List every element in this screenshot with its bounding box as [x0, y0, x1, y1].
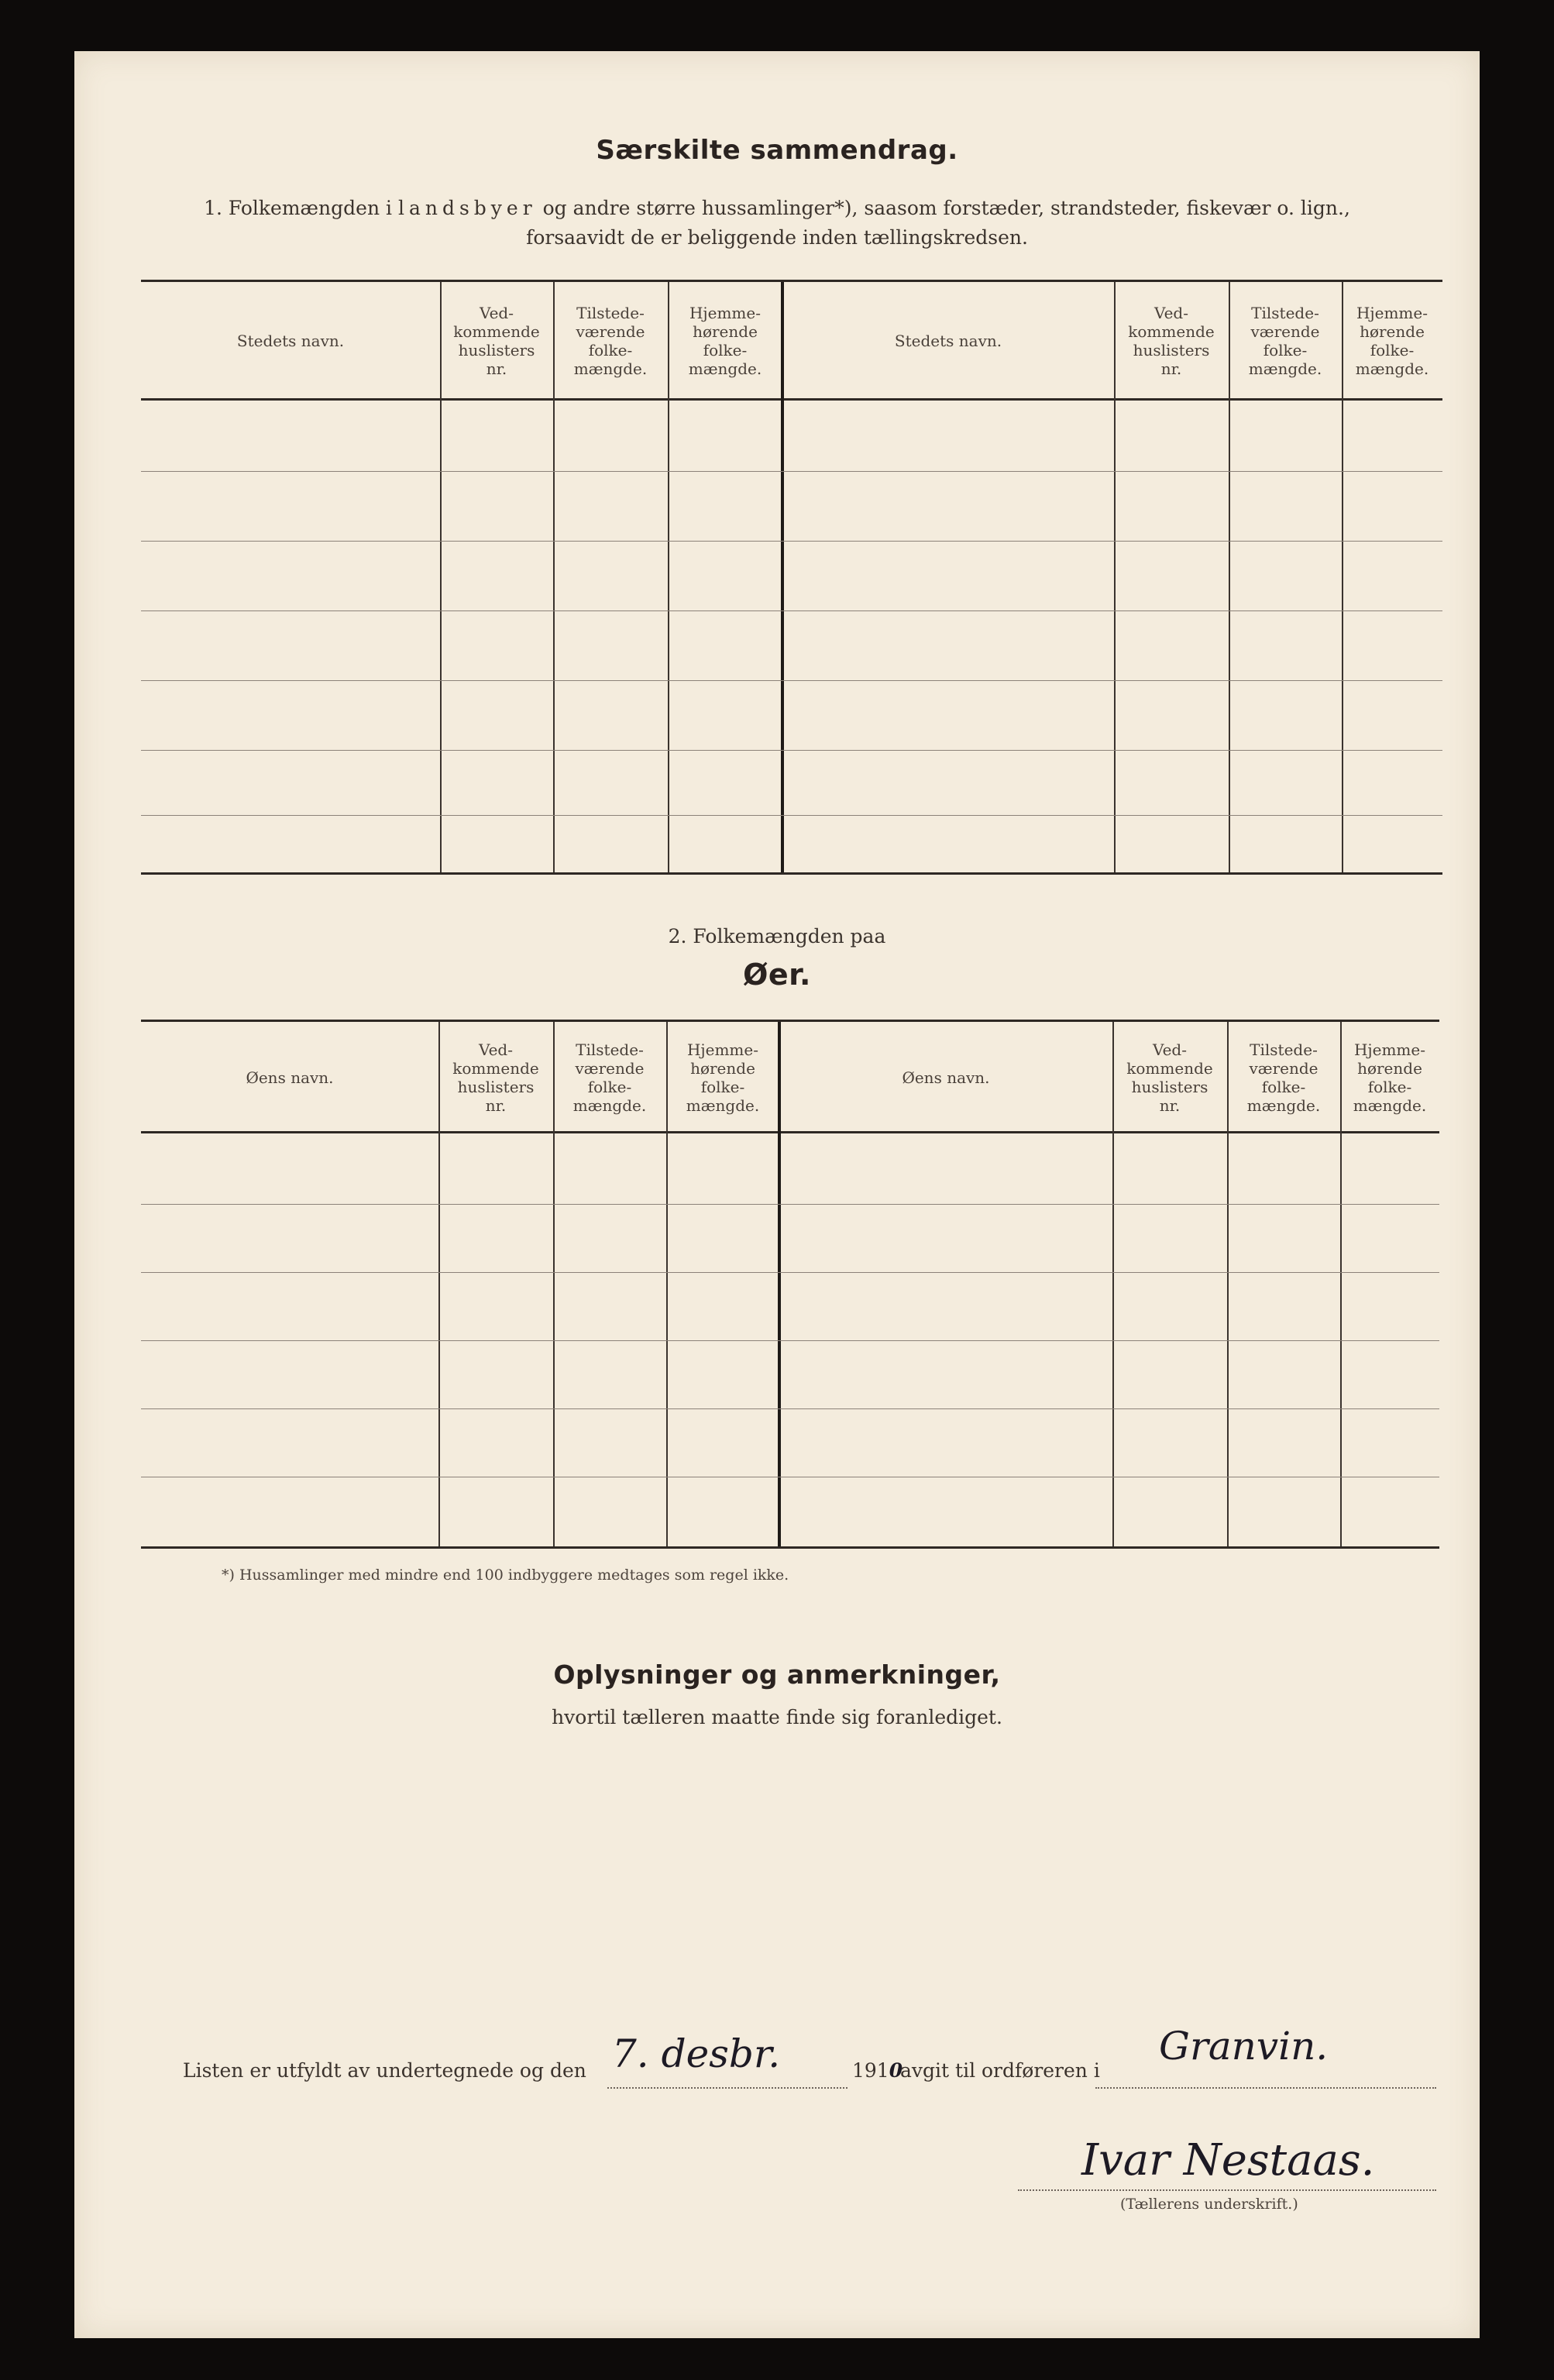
table2-col-name-right: Øens navn.	[902, 1068, 990, 1087]
table2-col-husliste-right: Ved- kommende huslisters nr.	[1126, 1040, 1213, 1115]
table2-vline-center	[778, 1022, 781, 1546]
table2-vline	[1340, 1022, 1342, 1546]
section2-intro: 2. Folkemængden paa	[668, 925, 886, 948]
year-printed: 191	[852, 2059, 889, 2082]
table2-row-line	[141, 1340, 1439, 1341]
table1-col-hjemme-right: Hjemme- hørende folke- mængde.	[1355, 304, 1429, 378]
table2-vline	[666, 1022, 668, 1546]
date-dotted-line	[607, 2087, 847, 2089]
table1-col-name-left: Stedets navn.	[236, 332, 345, 350]
table1-col-hjemme-left: Hjemme- hørende folke- mængde.	[688, 304, 762, 378]
signature-prefix: Listen er utfyldt av undertegnede og den	[183, 2059, 586, 2082]
table1-vline	[1114, 282, 1116, 872]
table1-vline	[440, 282, 442, 872]
table2-vline	[1227, 1022, 1229, 1546]
table2-header-rule	[141, 1131, 1439, 1133]
section1-text-a: Folkemængden i	[228, 197, 392, 219]
table1-col-husliste-left: Ved- kommende huslisters nr.	[453, 304, 540, 378]
table1-vline	[553, 282, 555, 872]
signature-middle: avgit til ordføreren i	[900, 2059, 1100, 2082]
census-form-page	[74, 51, 1480, 2338]
table2-vline	[1112, 1022, 1114, 1546]
table1-vline	[668, 282, 669, 872]
table1-vline	[1342, 282, 1343, 872]
section1-intro-line1	[74, 197, 1480, 219]
table1-row-line	[141, 610, 1442, 611]
table2-bottom-rule	[141, 1546, 1439, 1549]
signature-dotted-line	[1018, 2189, 1436, 2191]
year-handwritten: 0	[889, 2059, 903, 2082]
remarks-title: Oplysninger og anmerkninger,	[553, 1659, 1001, 1690]
table1-row-line	[141, 750, 1442, 751]
table2-col-tilstede-right: Tilstede- værende folke- mængde.	[1246, 1040, 1321, 1115]
table1-row-line	[141, 541, 1442, 542]
table1-vline-center	[781, 282, 784, 872]
table1-col-husliste-right: Ved- kommende huslisters nr.	[1128, 304, 1215, 378]
signature-caption: (Tællerens underskrift.)	[1120, 2196, 1298, 2213]
table2-col-name-left: Øens navn.	[246, 1068, 334, 1087]
table2-col-husliste-left: Ved- kommende huslisters nr.	[452, 1040, 539, 1115]
table1-col-tilstede-left: Tilstede- værende folke- mængde.	[573, 304, 648, 378]
table2-top-rule	[141, 1020, 1439, 1022]
table1-header-rule	[141, 398, 1442, 401]
table2-row-line	[141, 1408, 1439, 1409]
table1-row-line	[141, 471, 1442, 472]
remarks-subtitle: hvortil tælleren maatte finde sig foranlediget.	[552, 1706, 1002, 1728]
table2-vline	[553, 1022, 555, 1546]
enumerator-signature: Ivar Nestaas.	[1081, 2135, 1375, 2186]
section2-heading: Øer.	[743, 958, 811, 992]
table2-col-hjemme-right: Hjemme- hørende folke- mængde.	[1353, 1040, 1427, 1115]
section1-text-b: landsbyer	[397, 197, 537, 219]
place-handwritten: Granvin.	[1159, 2024, 1329, 2069]
table2-row-line	[141, 1204, 1439, 1205]
page-title: Særskilte sammendrag.	[596, 135, 958, 166]
year-field	[852, 2059, 902, 2082]
table1-row-line	[141, 815, 1442, 816]
section1-text-c: og andre større hussamlinger*), saasom forstæder, strandsteder, fiskevær o. lign.,	[542, 197, 1350, 219]
table1-bottom-rule	[141, 872, 1442, 875]
table1-top-rule	[141, 280, 1442, 282]
table1-vline	[1229, 282, 1230, 872]
section1-number: 1.	[204, 197, 222, 219]
table2-row-line	[141, 1272, 1439, 1273]
footnote: *) Hussamlinger med mindre end 100 indbyggere medtages som regel ikke.	[222, 1567, 789, 1584]
table1-col-tilstede-right: Tilstede- værende folke- mængde.	[1248, 304, 1322, 378]
place-dotted-line	[1095, 2087, 1436, 2089]
table2-col-hjemme-left: Hjemme- hørende folke- mængde.	[686, 1040, 760, 1115]
table2-vline	[438, 1022, 440, 1546]
section1-intro-line2: forsaavidt de er beliggende inden tællingskredsen.	[526, 226, 1028, 249]
table1-row-line	[141, 680, 1442, 681]
table1-col-name-right: Stedets navn.	[894, 332, 1002, 350]
table2-col-tilstede-left: Tilstede- værende folke- mængde.	[572, 1040, 647, 1115]
date-handwritten: 7. desbr.	[612, 2031, 781, 2076]
